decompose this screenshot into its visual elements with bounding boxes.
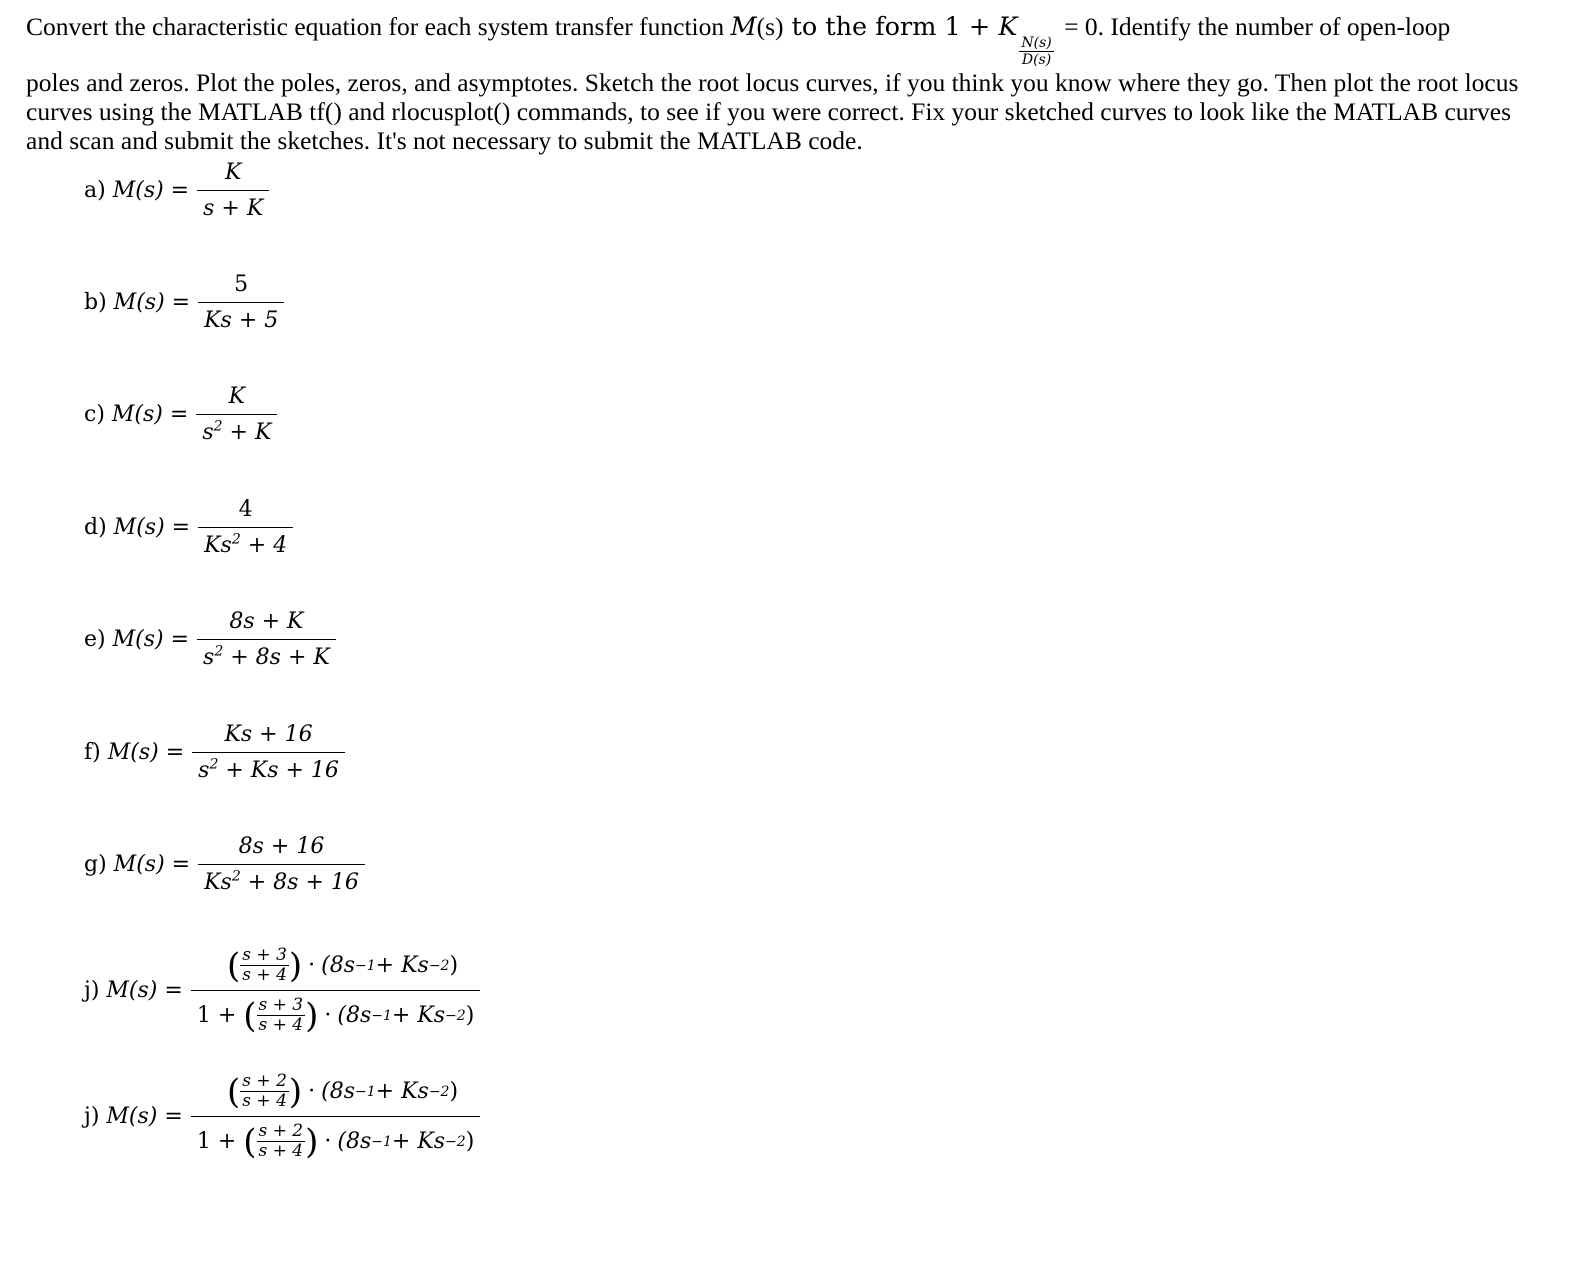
denominator [197, 639, 336, 670]
numerator: ( $\frac{s + 2}{s + 4}$ ) · (8s −1 + Ks −2 ) [227, 1071, 459, 1112]
right-paren: ) [288, 945, 303, 986]
denominator [196, 414, 277, 445]
term: (8s [337, 1003, 372, 1028]
numerator: 4 [238, 497, 253, 522]
term: ) [449, 1079, 459, 1104]
equation-label: j) [84, 1104, 107, 1129]
intro-text-1: Convert the characteristic equation for each system transfer function [26, 12, 731, 41]
term: + Ks [375, 1079, 429, 1104]
equation-lhs: M(s) = [112, 178, 190, 203]
one-plus: 1 + [196, 1003, 244, 1028]
intro-M: M [730, 12, 757, 42]
small-fraction-num: s + 2 [242, 1071, 287, 1091]
left-paren: ( [243, 1121, 257, 1162]
numerator: 5 [234, 272, 249, 297]
denominator [198, 527, 293, 558]
equation-lhs: M(s) = [113, 852, 191, 877]
right-paren: ) [288, 1071, 303, 1112]
term: (8s [337, 1129, 372, 1154]
equation-label: a) [84, 178, 113, 203]
right-paren: ) [305, 995, 319, 1036]
exponent: 2 [231, 531, 241, 548]
dot: · [308, 953, 316, 978]
denominator: s + K [197, 190, 269, 221]
denominator [198, 864, 365, 895]
small-fraction [240, 1072, 289, 1111]
exponent: 2 [214, 643, 224, 660]
left-paren: ( [227, 945, 241, 986]
equation-lhs: M(s) = [113, 290, 191, 315]
equation-label: g) [84, 852, 114, 877]
equation-lhs: M(s) = [107, 740, 185, 765]
denominator: 1 + ( $\frac{s + 2}{s + 4}$ ) · (8s −1 + Ks −2 ) [191, 1116, 480, 1161]
term: ) [449, 953, 459, 978]
den-part: + 4 [240, 533, 288, 558]
term: + Ks [375, 953, 429, 978]
denominator: 1 + ( $\frac{s + 3}{s + 4}$ ) · (8s −1 + Ks −2 ) [191, 990, 480, 1035]
problem-statement [26, 12, 1546, 155]
intro-fraction-num: N(s) [1021, 35, 1052, 51]
small-fraction [257, 1122, 306, 1161]
equation-c [84, 384, 277, 445]
den-part: + Ks + 16 [218, 758, 339, 783]
left-paren: ( [243, 995, 257, 1036]
equation-label: j) [84, 978, 107, 1003]
left-paren: ( [227, 1071, 241, 1112]
problem-paragraph [26, 12, 1546, 155]
fraction [197, 609, 336, 670]
fraction [191, 1072, 480, 1161]
equation-label: d) [84, 515, 114, 540]
term: (8s [321, 953, 356, 978]
equation-e [84, 609, 336, 670]
equation-g [84, 834, 365, 895]
intro-fraction-den: D(s) [1021, 52, 1052, 68]
dot: · [308, 1079, 316, 1104]
den-part: s [202, 420, 214, 445]
equation-label: f) [84, 740, 108, 765]
exponent: 2 [213, 418, 223, 435]
exponent: 2 [231, 868, 241, 885]
den-part: s [198, 758, 210, 783]
equation-lhs: M(s) = [106, 978, 183, 1003]
fraction [191, 946, 480, 1035]
small-fraction-den: s + 4 [242, 1091, 287, 1111]
den-part: s [203, 645, 215, 670]
equation-lhs: M(s) = [111, 402, 189, 427]
one-plus: 1 + [196, 1129, 244, 1154]
dot: · [324, 1003, 332, 1028]
equation-lhs: M(s) = [106, 1104, 183, 1129]
fraction [198, 497, 293, 558]
term: (8s [321, 1079, 356, 1104]
equation-f [84, 722, 345, 783]
small-fraction-den: s + 4 [258, 1015, 304, 1035]
fraction [196, 384, 277, 445]
equation-j-second [84, 1072, 480, 1161]
right-paren: ) [305, 1121, 319, 1162]
small-fraction-num: s + 2 [258, 1121, 304, 1141]
small-fraction [257, 996, 306, 1035]
den-part: + K [222, 420, 272, 445]
fraction [198, 272, 284, 333]
equation-b [84, 272, 284, 333]
numerator: Ks + 16 [224, 722, 313, 747]
numerator: ( $\frac{s + 3}{s + 4}$ ) · (8s −1 + Ks −2 ) [227, 945, 459, 986]
term: + Ks [391, 1129, 446, 1154]
numerator: 8s + 16 [238, 834, 325, 859]
fraction [198, 834, 365, 895]
exponent: 2 [209, 756, 219, 773]
den-part: + 8s + K [223, 645, 330, 670]
small-fraction-den: s + 4 [242, 965, 287, 985]
intro-fraction [1019, 35, 1053, 68]
numerator: K [228, 384, 246, 409]
intro-text-2: to the form 1 + [783, 12, 999, 42]
fraction [197, 160, 269, 221]
intro-text-4: poles and zeros. Plot the poles, zeros, and asymptotes. Sketch the root locus curves, if you think you know where they go. Then plot the root locus curves using the MATLAB tf() and rlocusplot() commands, to see if you were correct. Fix your sketched curves to look like the MATLAB curves and scan and submit the sketches. It's not necessary to submit the MATLAB code. [26, 68, 1519, 155]
small-fraction-num: s + 3 [258, 995, 304, 1015]
dot: · [324, 1129, 332, 1154]
equation-label: c) [84, 402, 112, 427]
denominator: Ks + 5 [198, 302, 284, 333]
denominator [192, 752, 345, 783]
den-part: Ks [204, 870, 232, 895]
intro-K: K [998, 12, 1018, 42]
equation-j-first [84, 946, 480, 1035]
term: ) [465, 1003, 475, 1028]
equation-lhs: M(s) = [113, 515, 191, 540]
small-fraction [240, 946, 289, 985]
numerator: 8s + K [229, 609, 304, 634]
equation-label: b) [84, 290, 114, 315]
equation-a [84, 160, 269, 221]
equation-label: e) [84, 627, 113, 652]
intro-text-3: = 0. Identify the number of open-loop [1057, 12, 1451, 41]
equation-lhs: M(s) = [112, 627, 190, 652]
intro-s: (s) [756, 12, 784, 41]
small-fraction-num: s + 3 [242, 945, 287, 965]
numerator: K [224, 160, 242, 185]
small-fraction-den: s + 4 [258, 1141, 304, 1161]
den-part: Ks [204, 533, 232, 558]
term: + Ks [391, 1003, 446, 1028]
den-part: + 8s + 16 [240, 870, 359, 895]
equation-d [84, 497, 293, 558]
term: ) [465, 1129, 475, 1154]
fraction [192, 722, 345, 783]
